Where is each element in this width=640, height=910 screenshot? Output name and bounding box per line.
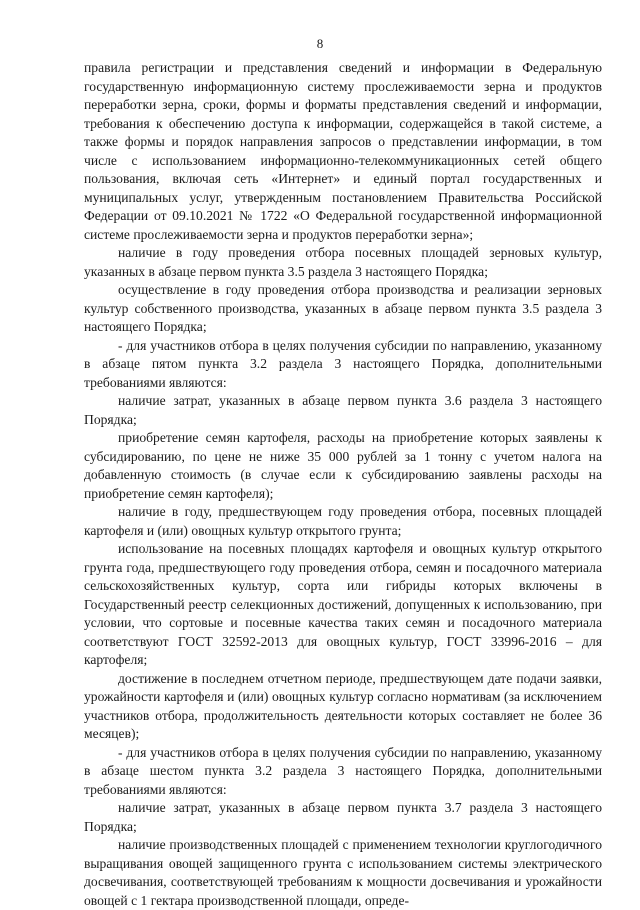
paragraph: - для участников отбора в целях получения субсидии по направлению, указанному в абзаце шестом пункта 3.2 раздела 3 настоящего Порядка, дополнительными требованиями являются: <box>84 744 602 797</box>
paragraph: наличие затрат, указанных в абзаце первом пункта 3.6 раздела 3 настоящего Порядка; <box>84 393 602 427</box>
paragraph-continuation: правила регистрации и представления сведений и информации в Федеральную государственную информационную систему прослеживаемости зерна и продуктов переработки зерна, сроки, формы и форматы представления сведений и информации, требования к обеспечению доступа к информации, содержащейся в такой системе, а также формы и порядок направления запросов о представлении информации, в том числе с использованием информационно-телекоммуникационных сетей общего пользования, включая сеть «Интернет» и единый портал государственных и муниципальных услуг, утвержденным постановлением Правительства Российской Федерации от 09.10.2021 № 1722 «О Федеральной государственной информационной системе прослеживаемости зерна и продуктов переработки зерна»; <box>84 60 602 242</box>
page-number: 8 <box>316 36 324 51</box>
paragraph: наличие производственных площадей с применением технологии круглогодичного выращивания овощей защищенного грунта с использованием системы электрического досвечивания, соответствующей требованиям к мощности досвечивания и урожайности овощей с 1 гектара производственной площади, опреде- <box>84 837 602 908</box>
paragraph: наличие затрат, указанных в абзаце первом пункта 3.7 раздела 3 настоящего Порядка; <box>84 800 602 834</box>
paragraph: - для участников отбора в целях получения субсидии по направлению, указанному в абзаце пятом пункта 3.2 раздела 3 настоящего Порядка, дополнительными требованиями являются: <box>84 337 602 390</box>
paragraph: наличие в году проведения отбора посевных площадей зерновых культур, указанных в абзаце первом пункта 3.5 раздела 3 настоящего Порядка; <box>84 245 602 279</box>
paragraph: приобретение семян картофеля, расходы на приобретение которых заявлены к субсидированию, по цене не ниже 35 000 рублей за 1 тонну с учетом налога на добавленную стоимость (в случае если к субсидированию заявлены расходы на приобретение семян картофеля); <box>84 430 602 501</box>
paragraph: наличие в году, предшествующем году проведения отбора, посевных площадей картофеля и (или) овощных культур открытого грунта; <box>84 504 602 538</box>
paragraph: использование на посевных площадях картофеля и овощных культур открытого грунта года, предшествующего году проведения отбора, семян и посадочного материала сельскохозяйственных культур, сорта или гибриды которых включены в Государственный реестр селекционных достижений, допущенных к использованию, при условии, что сортовые и посевные качества таких семян и посадочного материала соответствуют ГОСТ 32592-2013 для овощных культур, ГОСТ 33996-2016 – для картофеля; <box>84 541 602 667</box>
paragraph: осуществление в году проведения отбора производства и реализации зерновых культур собственного производства, указанных в абзаце первом пункта 3.5 раздела 3 настоящего Порядка; <box>84 282 602 334</box>
paragraph: достижение в последнем отчетном периоде, предшествующем дате подачи заявки, урожайности картофеля и (или) овощных культур согласно нормативам (за исключением участников отбора, продолжительность деятельности которых составляет не более 36 месяцев); <box>84 670 602 741</box>
document-body <box>84 59 602 910</box>
